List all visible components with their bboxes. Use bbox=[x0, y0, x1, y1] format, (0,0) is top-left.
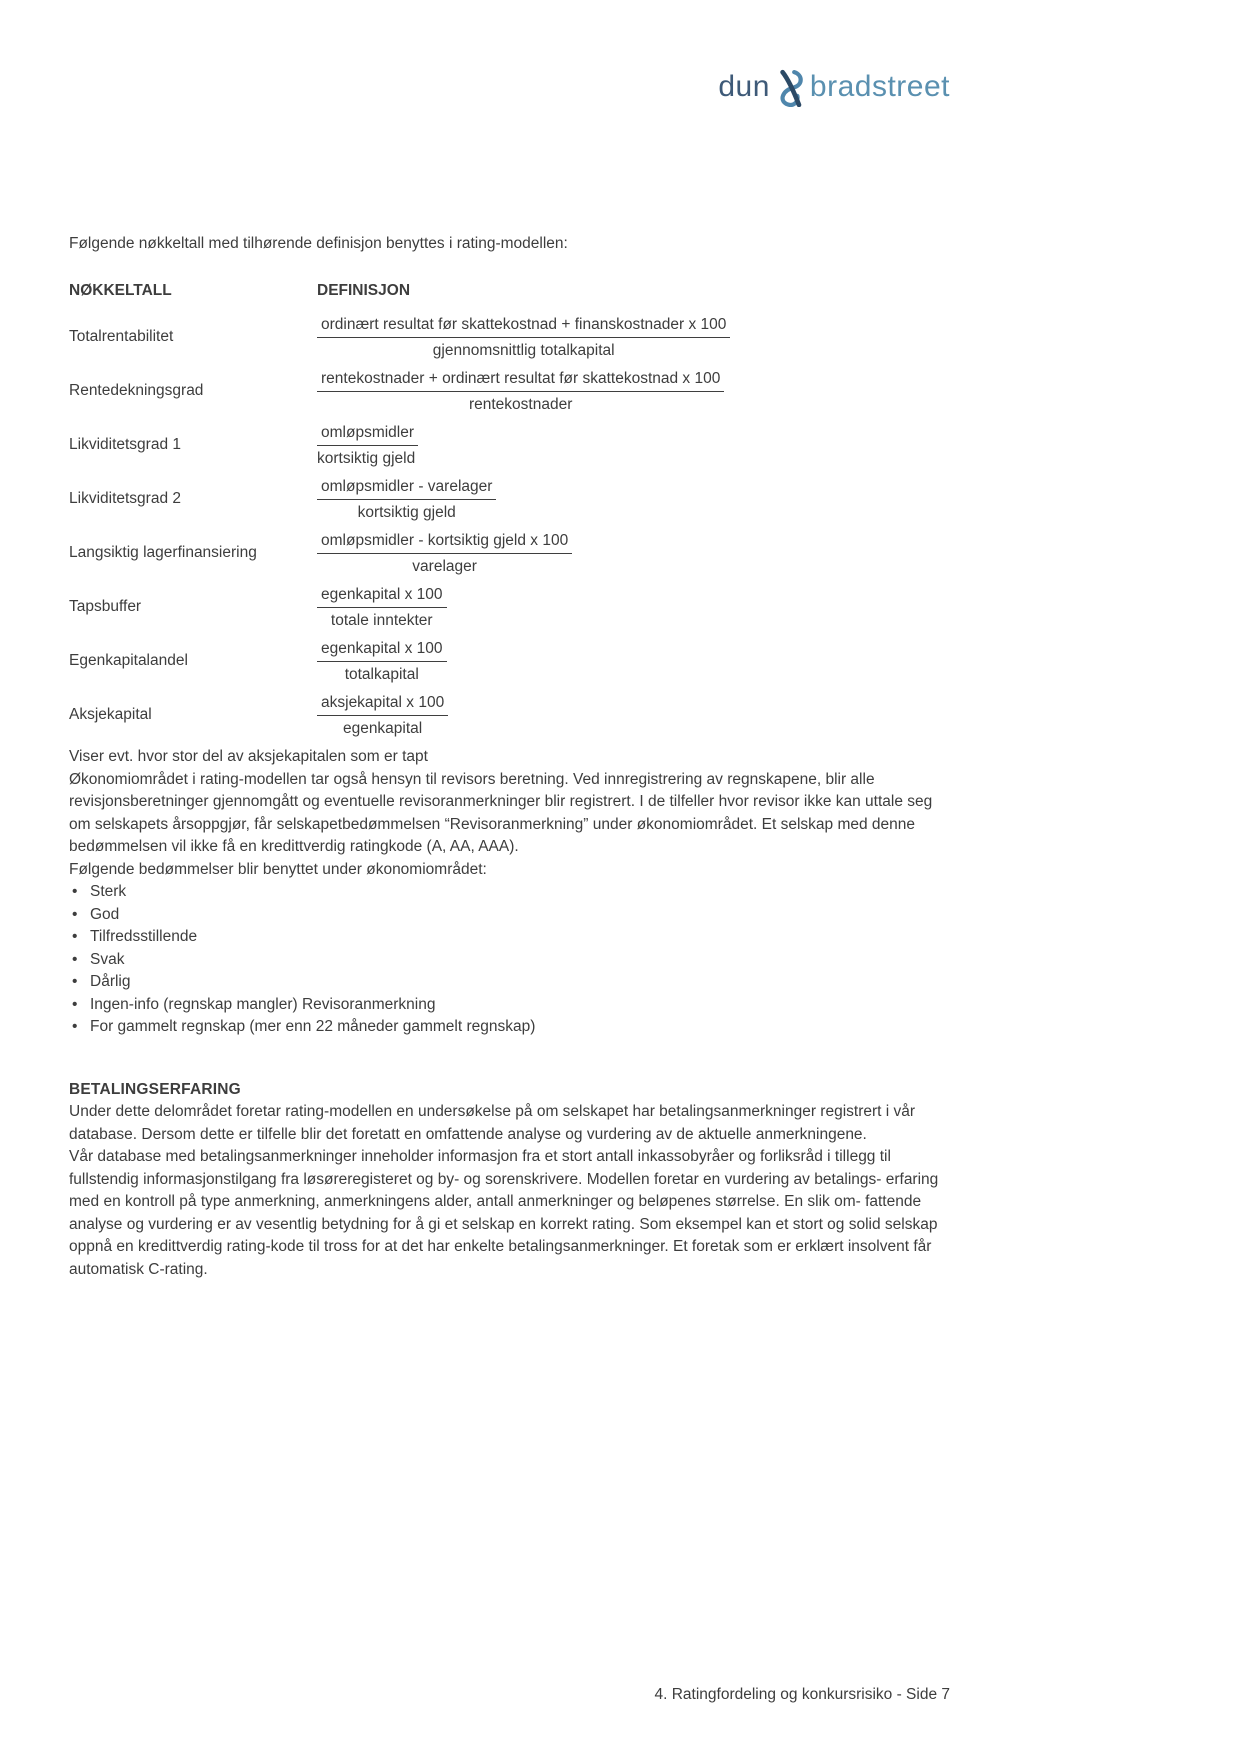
formula-numerator: ordinært resultat før skattekostnad + finanskostnader x 100 bbox=[317, 314, 730, 338]
list-item: • Sterk bbox=[69, 881, 952, 904]
aksjekapital-note: Viser evt. hvor stor del av aksjekapitalen som er tapt bbox=[69, 748, 428, 765]
list-item: • Svak bbox=[69, 949, 952, 972]
formula-denominator: kortsiktig gjeld bbox=[357, 504, 456, 521]
bedommelser-intro: Følgende bedømmelser blir benyttet under økonomiområdet: bbox=[69, 860, 487, 878]
formula-denominator: kortsiktig gjeld bbox=[317, 450, 416, 467]
row-label: Egenkapitalandel bbox=[69, 652, 188, 670]
formula-fraction bbox=[317, 422, 418, 469]
formula-denominator: totalkapital bbox=[344, 666, 419, 683]
formula-numerator: omløpsmidler - kortsiktig gjeld x 100 bbox=[317, 530, 572, 554]
formula-fraction bbox=[317, 368, 724, 415]
row-label: Aksjekapital bbox=[69, 706, 152, 724]
table-row bbox=[69, 638, 952, 685]
row-label: Tapsbuffer bbox=[69, 598, 142, 616]
betalingserfaring-heading: BETALINGSERFARING bbox=[69, 1080, 241, 1098]
row-label: Rentedekningsgrad bbox=[69, 382, 204, 400]
betalingserfaring-paragraph-2: Vår database med betalingsanmerkninger inneholder informasjon fra et stort antall inkassobyråer og forliksråd i tillegg til fullstendig informasjonstilgang fra løsøreregisteret og by- og sorenskrivere. Modellen foretar en vurdering av betalings- erfaring med en kontroll på type anmerkning, anmerkningens alder, antall anmerkninger og beløpenes størrelse. En slik om- fattende analyse og vurdering er av vesentlig betydning for å gi et selskap en korrekt rating. Som eksempel kan et stort og solid selskap oppnå en kredittverdig rating-kode til tross for at det har enkelte betalingsanmerkninger. Et foretak som er erklært insolvent får automatisk C-rating. bbox=[69, 1148, 939, 1278]
list-item: • God bbox=[69, 904, 952, 927]
betalingserfaring-paragraph-1: Under dette delområdet foretar rating-modellen en undersøkelse på om selskapet har betalingsanmerkninger registrert i vår database. Dersom dette er tilfelle blir det foretatt en omfattende analyse og vurdering av de aktuelle anmerkningene. bbox=[69, 1103, 916, 1143]
row-label: Likviditetsgrad 2 bbox=[69, 490, 182, 508]
page-footer: 4. Ratingfordeling og konkursrisiko - Side 7 bbox=[654, 1686, 950, 1703]
table-header-row bbox=[69, 280, 952, 303]
logo-text-dun: dun bbox=[718, 70, 770, 103]
formula-numerator: aksjekapital x 100 bbox=[317, 692, 448, 716]
table-row bbox=[69, 692, 952, 739]
formula-denominator: gjennomsnittlig totalkapital bbox=[432, 342, 615, 359]
ampersand-icon bbox=[773, 69, 807, 107]
key-figures-table bbox=[69, 280, 952, 769]
formula-numerator: egenkapital x 100 bbox=[317, 584, 447, 608]
list-item: • For gammelt regnskap (mer enn 22 måneder gammelt regnskap) bbox=[69, 1016, 952, 1039]
list-item: • Dårlig bbox=[69, 971, 952, 994]
formula-numerator: egenkapital x 100 bbox=[317, 638, 447, 662]
table-row bbox=[69, 584, 952, 631]
formula-fraction bbox=[317, 530, 572, 577]
document-content bbox=[69, 233, 952, 1281]
table-row bbox=[69, 314, 952, 361]
paragraph-okonomiomradet: Økonomiområdet i rating-modellen tar også hensyn til revisors beretning. Ved innregistrering av regnskapene, blir alle revisjonsberetninger gjennomgått og eventuelle revisoranmerkninger blir registrert. I de tilfeller hvor revisor ikke kan uttale seg om selskapets årsoppgjør, får selskapetbedømmelsen “Revisoranmerkning” under økonomiområdet. Et selskap med denne bedømmelsen vil ikke få en kredittverdig ratingkode (A, AA, AAA). bbox=[69, 770, 933, 855]
table-header-definisjon: DEFINISJON bbox=[317, 281, 411, 299]
table-rows bbox=[69, 314, 952, 739]
row-label: Likviditetsgrad 1 bbox=[69, 436, 182, 454]
table-header-nokkeltall: NØKKELTALL bbox=[69, 281, 172, 299]
list-item: • Tilfredsstillende bbox=[69, 926, 952, 949]
bedommelser-list bbox=[69, 881, 952, 1039]
formula-denominator: egenkapital bbox=[342, 720, 423, 737]
formula-fraction bbox=[317, 692, 448, 739]
table-row bbox=[69, 368, 952, 415]
row-label: Langsiktig lagerfinansiering bbox=[69, 544, 257, 562]
formula-fraction bbox=[317, 314, 730, 361]
intro-text: Følgende nøkkeltall med tilhørende definisjon benyttes i rating-modellen: bbox=[69, 235, 568, 252]
table-row bbox=[69, 476, 952, 523]
formula-numerator: omløpsmidler - varelager bbox=[317, 476, 496, 500]
formula-numerator: rentekostnader + ordinært resultat før skattekostnad x 100 bbox=[317, 368, 724, 392]
formula-denominator: totale inntekter bbox=[330, 612, 433, 629]
table-row bbox=[69, 530, 952, 577]
formula-fraction bbox=[317, 638, 447, 685]
dun-bradstreet-logo bbox=[718, 68, 950, 106]
formula-denominator: varelager bbox=[412, 558, 477, 575]
formula-numerator: omløpsmidler bbox=[317, 422, 418, 446]
list-item: • Ingen-info (regnskap mangler) Revisoranmerkning bbox=[69, 994, 952, 1017]
row-label: Totalrentabilitet bbox=[69, 328, 174, 346]
logo-text-bradstreet: bradstreet bbox=[809, 70, 950, 103]
formula-denominator: rentekostnader bbox=[468, 396, 573, 413]
table-row bbox=[69, 422, 952, 469]
formula-fraction bbox=[317, 476, 496, 523]
formula-fraction bbox=[317, 584, 447, 631]
